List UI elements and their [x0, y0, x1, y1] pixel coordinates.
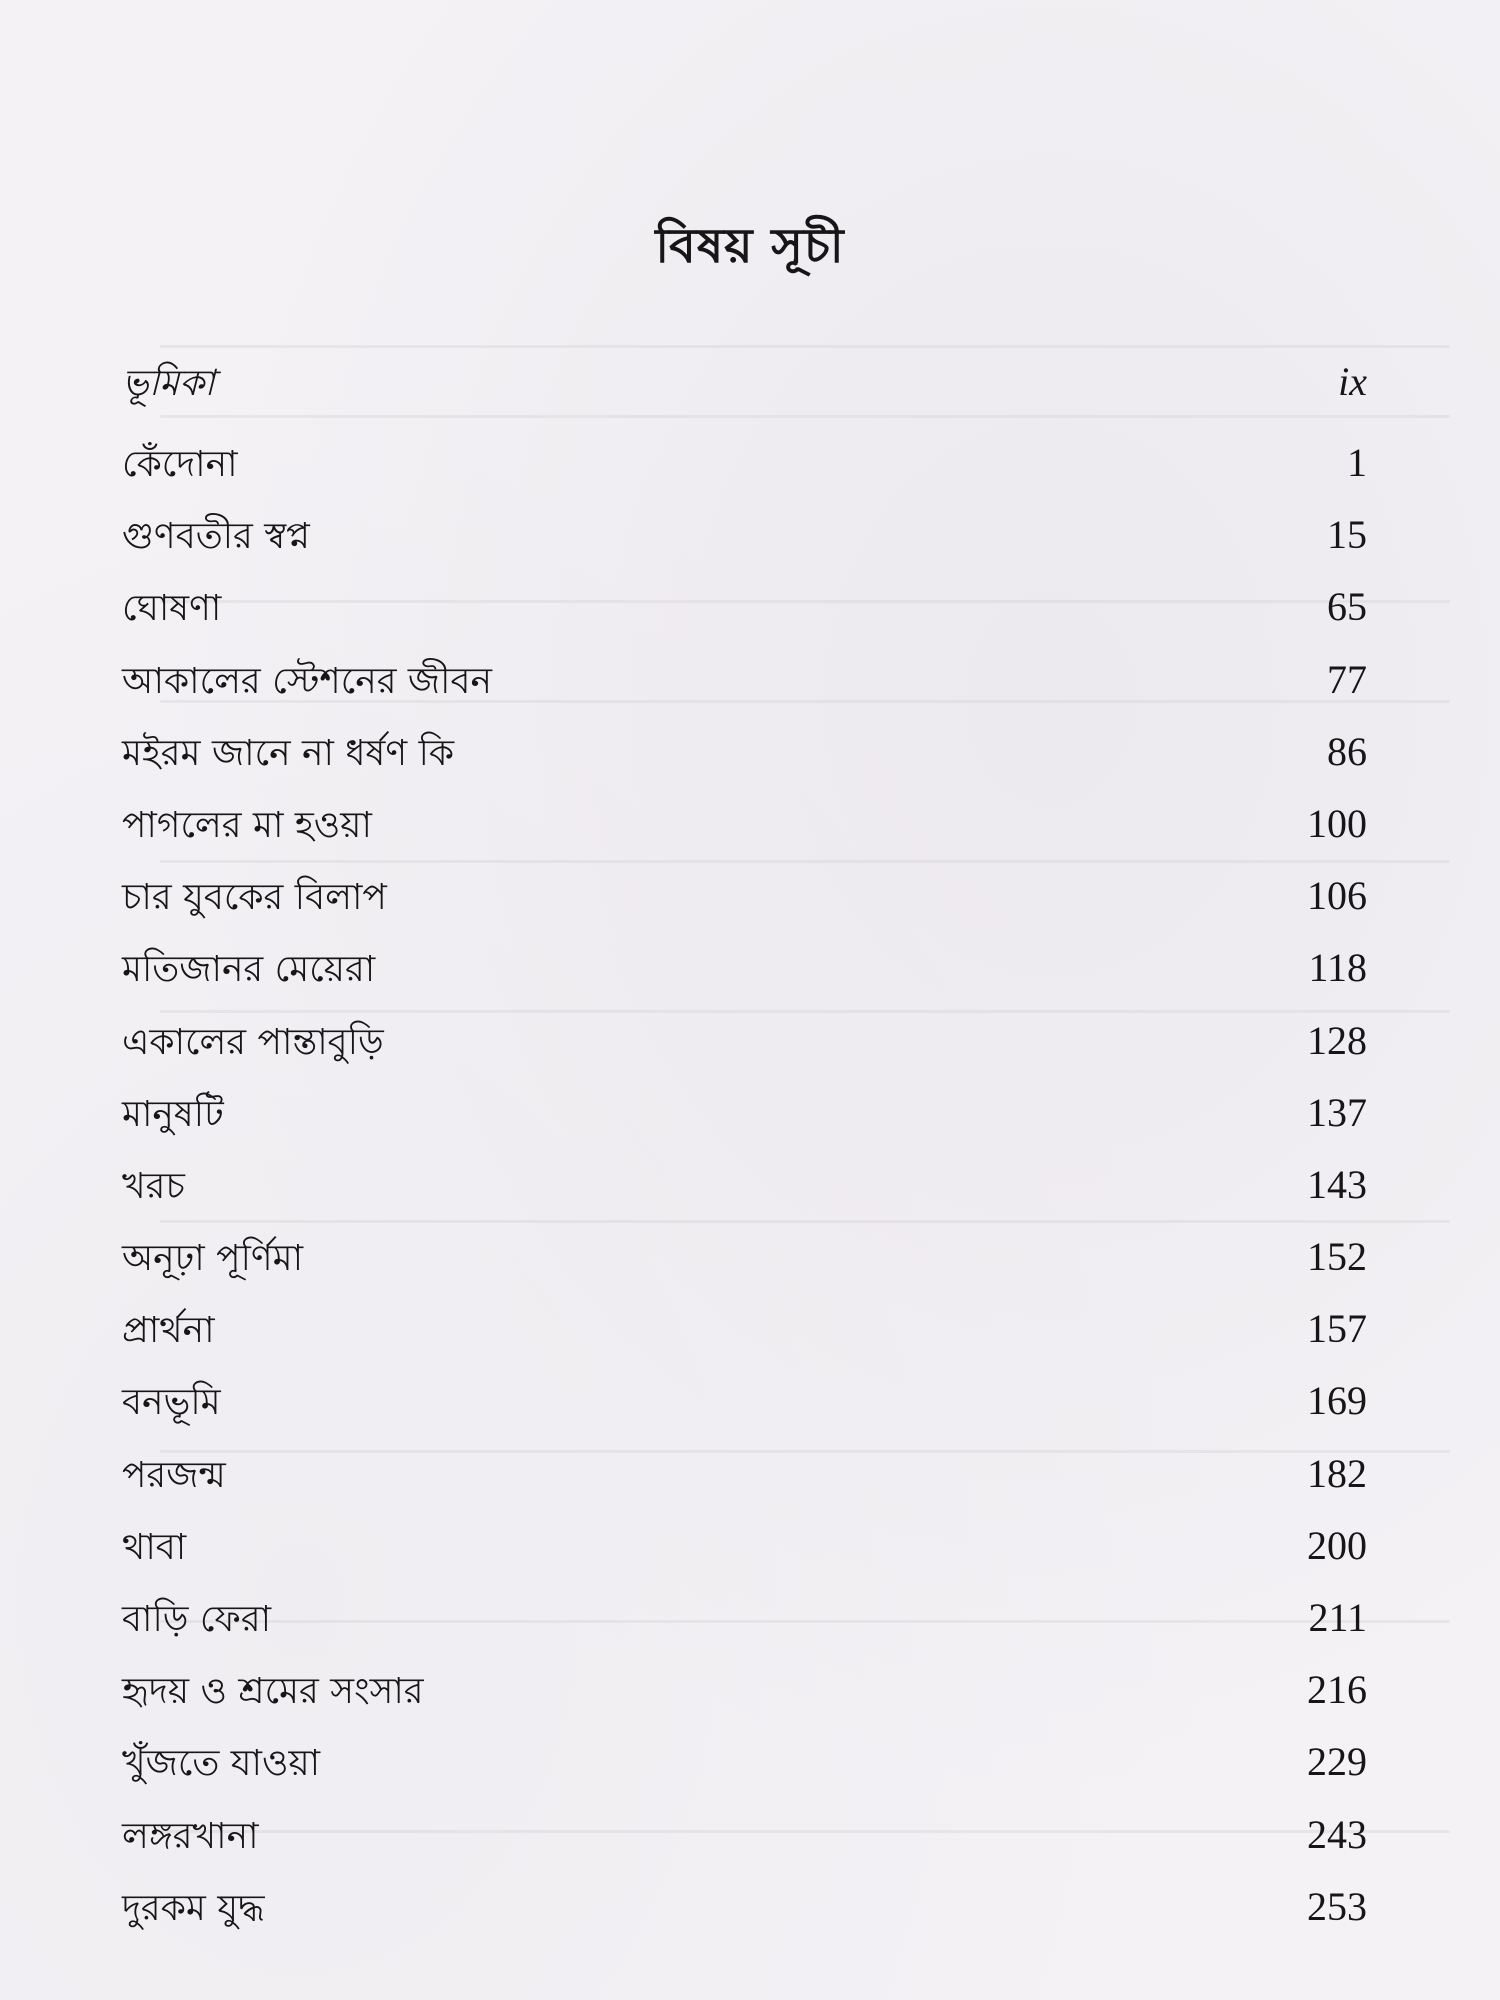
toc-entry-page-number: 118	[1308, 945, 1367, 991]
toc-entry-page-number: 253	[1307, 1883, 1367, 1929]
toc-entry-page-number: ix	[1338, 359, 1367, 404]
toc-entry-page-number: 128	[1307, 1017, 1367, 1063]
toc-entry-page-number: 200	[1307, 1522, 1367, 1568]
toc-entry-page-number: 15	[1327, 512, 1367, 558]
toc-entry-title: অনূঢ়া পূর্ণিমা	[122, 1238, 304, 1280]
toc-entry-title: মতিজানর মেয়েরা	[122, 949, 376, 991]
toc-entry	[122, 654, 1367, 726]
table-of-contents	[122, 356, 1367, 1953]
toc-entry-title: হৃদয় ও শ্রমের সংসার	[122, 1671, 424, 1713]
toc-entry-title: মইরম জানে না ধর্ষণ কি	[122, 732, 455, 774]
toc-entry-title: একালের পান্তাবুড়ি	[122, 1021, 384, 1063]
toc-entry-page-number: 243	[1307, 1811, 1367, 1857]
toc-entry	[122, 870, 1367, 942]
toc-entry	[122, 1664, 1367, 1736]
toc-entry-title: দুরকম যুদ্ধ	[122, 1887, 265, 1929]
toc-entry-title: ঘোষণা	[122, 588, 222, 630]
toc-entry-page-number: 216	[1307, 1667, 1367, 1713]
toc-entry-title: থাবা	[122, 1526, 187, 1568]
toc-entry	[122, 1159, 1367, 1231]
toc-entry	[122, 1015, 1367, 1087]
toc-entry-page-number: 86	[1327, 728, 1367, 774]
toc-entry-title: প্রার্থনা	[122, 1310, 215, 1352]
toc-entry-title: খুঁজতে যাওয়া	[122, 1743, 321, 1785]
toc-entry-title: বনভূমি	[122, 1382, 221, 1424]
toc-entry	[122, 1881, 1367, 1953]
bleed-through-line	[160, 345, 1450, 348]
toc-entry	[122, 726, 1367, 798]
toc-entry-page-number: 106	[1307, 873, 1367, 919]
toc-entry-page-number: 100	[1307, 800, 1367, 846]
toc-entry-page-number: 65	[1327, 584, 1367, 630]
toc-entry	[122, 437, 1367, 509]
toc-entry-title: পরজন্ম	[122, 1454, 226, 1496]
toc-entry	[122, 1303, 1367, 1375]
toc-entry-title: গুণবতীর স্বপ্ন	[122, 516, 310, 558]
toc-entry-title: মানুষটি	[122, 1093, 224, 1135]
toc-entry	[122, 1448, 1367, 1520]
toc-entry-title: চার যুবকের বিলাপ	[122, 877, 387, 919]
toc-entry-page-number: 1	[1347, 440, 1367, 485]
toc-entry-title: লঙ্গরখানা	[122, 1815, 259, 1857]
toc-entry	[122, 1087, 1367, 1159]
toc-entry-title: বাড়ি ফেরা	[122, 1599, 272, 1640]
toc-entry	[122, 798, 1367, 870]
toc-entry	[122, 356, 1367, 437]
toc-entry	[122, 1375, 1367, 1447]
toc-entry-page-number: 152	[1307, 1234, 1367, 1280]
toc-entry	[122, 509, 1367, 581]
toc-entry-title: আকালের স্টেশনের জীবন	[122, 660, 492, 702]
toc-entry	[122, 581, 1367, 653]
toc-entry-page-number: 77	[1327, 656, 1367, 702]
toc-entry	[122, 942, 1367, 1014]
toc-entry-page-number: 137	[1307, 1089, 1367, 1135]
toc-entry-page-number: 169	[1307, 1378, 1367, 1424]
toc-entry-page-number: 229	[1307, 1739, 1367, 1785]
toc-entry-title: পাগলের মা হওয়া	[122, 804, 372, 846]
toc-entry	[122, 1736, 1367, 1808]
toc-entry-page-number: 211	[1308, 1595, 1367, 1640]
toc-entry-page-number: 143	[1307, 1161, 1367, 1207]
toc-entry-page-number: 182	[1307, 1450, 1367, 1496]
toc-entry	[122, 1809, 1367, 1881]
page-title: বিষয় সূচী	[655, 218, 845, 275]
toc-entry	[122, 1592, 1367, 1664]
toc-entry-title: ভূমিকা	[122, 363, 215, 404]
toc-entry-title: কেঁদোনা	[122, 444, 238, 485]
toc-entry-page-number: 157	[1307, 1306, 1367, 1352]
toc-entry	[122, 1520, 1367, 1592]
toc-entry-title: খরচ	[122, 1165, 185, 1207]
toc-entry	[122, 1231, 1367, 1303]
